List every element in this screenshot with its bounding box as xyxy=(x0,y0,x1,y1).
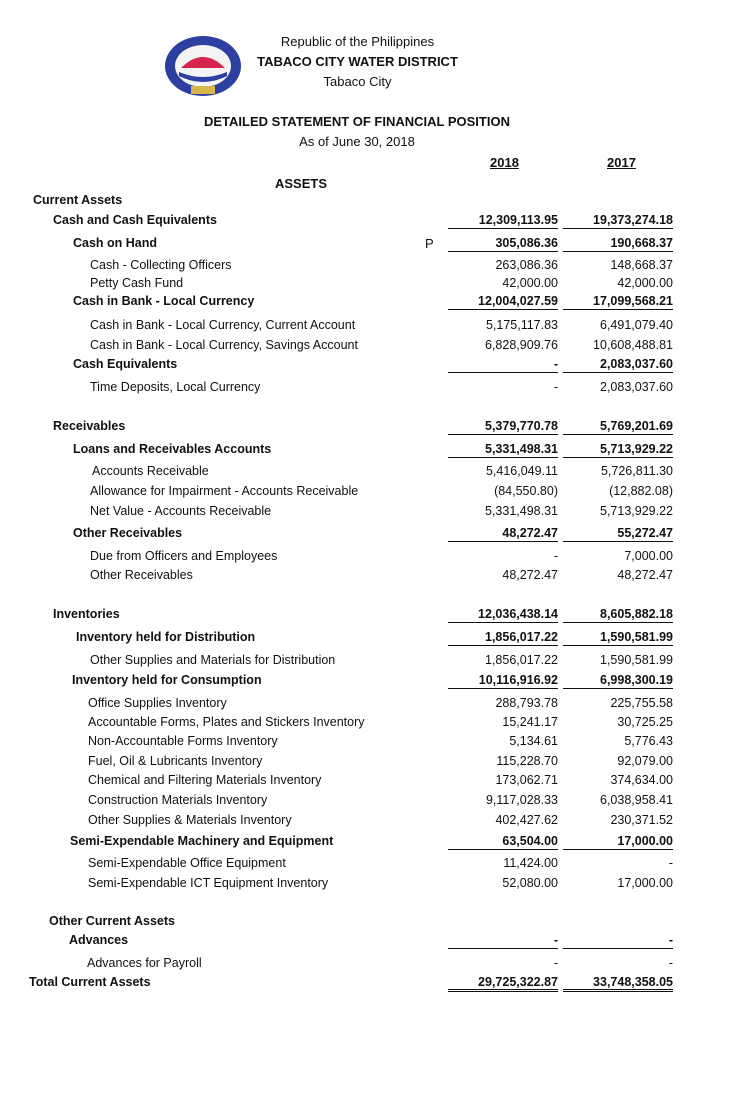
value-2017: 5,776.43 xyxy=(624,734,673,748)
value-2017: 48,272.47 xyxy=(617,568,673,582)
column-header-2017: 2017 xyxy=(607,155,636,170)
statement-row xyxy=(0,294,756,312)
row-label: Semi-Expendable ICT Equipment Inventory xyxy=(88,876,329,890)
row-label: Inventory held for Consumption xyxy=(72,673,262,687)
statement-row xyxy=(0,734,756,752)
statement-row xyxy=(0,504,756,522)
statement-row xyxy=(0,975,756,993)
row-label: Other Receivables xyxy=(90,568,193,582)
value-2018: 12,309,113.95 xyxy=(448,213,558,229)
value-2017: 148,668.37 xyxy=(610,258,673,272)
value-2018: 115,228.70 xyxy=(496,754,558,768)
row-label: Semi-Expendable Machinery and Equipment xyxy=(70,834,334,848)
statement-row xyxy=(0,258,756,276)
value-2018: 5,379,770.78 xyxy=(448,419,558,435)
value-2017: 6,491,079.40 xyxy=(600,318,673,332)
value-2017: 33,748,358.05 xyxy=(563,975,673,992)
statement-row xyxy=(0,813,756,831)
header-district-name: TABACO CITY WATER DISTRICT xyxy=(257,54,458,69)
value-2017: 17,000.00 xyxy=(617,876,673,890)
value-2018: 48,272.47 xyxy=(502,568,558,582)
statement-row xyxy=(0,956,756,974)
value-2018: - xyxy=(553,549,558,563)
value-2017: 5,726,811.30 xyxy=(600,464,673,478)
value-2017: 2,083,037.60 xyxy=(563,357,673,373)
value-2017: 30,725.25 xyxy=(617,715,673,729)
row-label: Time Deposits, Local Currency xyxy=(90,380,261,394)
statement-row xyxy=(0,464,756,482)
statement-row xyxy=(0,380,756,398)
value-2017: 230,371.52 xyxy=(610,813,673,827)
row-label: Advances xyxy=(69,933,129,947)
value-2018: - xyxy=(553,956,558,970)
value-2018: 12,036,438.14 xyxy=(448,607,558,623)
value-2017: 8,605,882.18 xyxy=(563,607,673,623)
row-label: Inventories xyxy=(53,607,120,621)
value-2017: 17,099,568.21 xyxy=(563,294,673,310)
value-2017: (12,882.08) xyxy=(609,484,673,498)
row-label: Cash Equivalents xyxy=(73,357,178,371)
value-2018: 15,241.17 xyxy=(502,715,558,729)
row-label: Cash in Bank - Local Currency, Current Account xyxy=(90,318,356,332)
value-2018: 1,856,017.22 xyxy=(448,630,558,646)
value-2017: 55,272.47 xyxy=(563,526,673,542)
value-2017: 190,668.37 xyxy=(563,236,673,252)
value-2018: - xyxy=(553,380,558,394)
value-2017: 6,998,300.19 xyxy=(563,673,673,689)
row-label: Other Supplies and Materials for Distribution xyxy=(90,653,336,667)
value-2017: 5,769,201.69 xyxy=(563,419,673,435)
row-label: Due from Officers and Employees xyxy=(90,549,278,563)
section-heading-assets: ASSETS xyxy=(275,176,328,191)
value-2017: 2,083,037.60 xyxy=(600,380,673,394)
value-2018: 12,004,027.59 xyxy=(448,294,558,310)
value-2018: 173,062.71 xyxy=(495,773,558,787)
value-2018: 48,272.47 xyxy=(448,526,558,542)
statement-row xyxy=(0,607,756,625)
row-label: Fuel, Oil & Lubricants Inventory xyxy=(88,754,263,768)
row-label: Other Current Assets xyxy=(49,914,175,928)
statement-row xyxy=(0,193,756,211)
currency-mark: P xyxy=(425,236,434,251)
row-label: Other Supplies & Materials Inventory xyxy=(88,813,292,827)
row-label: Loans and Receivables Accounts xyxy=(73,442,272,456)
value-2017: 42,000.00 xyxy=(617,276,673,290)
row-label: Accounts Receivable xyxy=(92,464,209,478)
value-2018: 5,175,117.83 xyxy=(485,318,558,332)
value-2018: 263,086.36 xyxy=(495,258,558,272)
statement-row xyxy=(0,338,756,356)
statement-row xyxy=(0,549,756,567)
value-2018: 52,080.00 xyxy=(502,876,558,890)
row-label: Allowance for Impairment - Accounts Receivable xyxy=(90,484,359,498)
statement-row xyxy=(0,276,756,294)
statement-row xyxy=(0,236,756,254)
value-2017: 5,713,929.22 xyxy=(563,442,673,458)
statement-row xyxy=(0,653,756,671)
row-label: Petty Cash Fund xyxy=(90,276,184,290)
row-label: Cash on Hand xyxy=(73,236,158,250)
value-2017: 17,000.00 xyxy=(563,834,673,850)
value-2017: 7,000.00 xyxy=(624,549,673,563)
value-2018: 10,116,916.92 xyxy=(448,673,558,689)
value-2018: 63,504.00 xyxy=(448,834,558,850)
value-2018: (84,550.80) xyxy=(494,484,558,498)
value-2017: 19,373,274.18 xyxy=(563,213,673,229)
statement-row xyxy=(0,484,756,502)
row-label: Cash - Collecting Officers xyxy=(90,258,232,272)
value-2017: 374,634.00 xyxy=(610,773,673,787)
value-2018: 29,725,322.87 xyxy=(448,975,558,992)
statement-row xyxy=(0,914,756,932)
statement-row xyxy=(0,419,756,437)
value-2018: 402,427.62 xyxy=(495,813,558,827)
row-label: Net Value - Accounts Receivable xyxy=(90,504,272,518)
statement-row xyxy=(0,834,756,852)
statement-row xyxy=(0,630,756,648)
value-2018: 5,416,049.11 xyxy=(485,464,558,478)
row-label: Other Receivables xyxy=(73,526,183,540)
statement-row xyxy=(0,213,756,231)
statement-row xyxy=(0,526,756,544)
row-label: Cash and Cash Equivalents xyxy=(53,213,217,227)
value-2017: - xyxy=(668,956,673,970)
statement-row xyxy=(0,696,756,714)
row-label: Construction Materials Inventory xyxy=(88,793,268,807)
row-label: Receivables xyxy=(53,419,126,433)
value-2018: 5,331,498.31 xyxy=(485,504,558,518)
row-label: Total Current Assets xyxy=(29,975,151,989)
value-2018: - xyxy=(448,357,558,373)
value-2018: 42,000.00 xyxy=(502,276,558,290)
value-2018: 288,793.78 xyxy=(495,696,558,710)
row-label: Semi-Expendable Office Equipment xyxy=(88,856,286,870)
row-label: Accountable Forms, Plates and Stickers Inventory xyxy=(88,715,365,729)
value-2017: - xyxy=(668,856,673,870)
header-republic: Republic of the Philippines xyxy=(280,34,435,49)
value-2018: 305,086.36 xyxy=(448,236,558,252)
row-label: Cash in Bank - Local Currency xyxy=(73,294,255,308)
statement-row xyxy=(0,793,756,811)
statement-row xyxy=(0,357,756,375)
value-2018: 11,424.00 xyxy=(503,856,558,870)
value-2018: 6,828,909.76 xyxy=(485,338,558,352)
value-2017: 225,755.58 xyxy=(610,696,673,710)
row-label: Office Supplies Inventory xyxy=(88,696,227,710)
statement-row xyxy=(0,568,756,586)
statement-title: DETAILED STATEMENT OF FINANCIAL POSITION xyxy=(204,114,510,129)
statement-row xyxy=(0,933,756,951)
value-2018: 1,856,017.22 xyxy=(485,653,558,667)
statement-row xyxy=(0,442,756,460)
value-2018: - xyxy=(448,933,558,949)
value-2018: 5,134.61 xyxy=(509,734,558,748)
row-label: Inventory held for Distribution xyxy=(76,630,256,644)
statement-row xyxy=(0,754,756,772)
value-2018: 9,117,028.33 xyxy=(485,793,558,807)
row-label: Chemical and Filtering Materials Inventory xyxy=(88,773,322,787)
statement-row xyxy=(0,876,756,894)
header-city: Tabaco City xyxy=(323,74,392,89)
value-2017: 1,590,581.99 xyxy=(600,653,673,667)
column-header-2018: 2018 xyxy=(490,155,519,170)
row-label: Non-Accountable Forms Inventory xyxy=(88,734,278,748)
statement-date: As of June 30, 2018 xyxy=(299,134,415,149)
value-2017: 5,713,929.22 xyxy=(600,504,673,518)
value-2017: 10,608,488.81 xyxy=(593,338,673,352)
value-2017: 6,038,958.41 xyxy=(600,793,673,807)
statement-row xyxy=(0,773,756,791)
row-label: Advances for Payroll xyxy=(87,956,202,970)
value-2017: 1,590,581.99 xyxy=(563,630,673,646)
statement-row xyxy=(0,673,756,691)
statement-row xyxy=(0,715,756,733)
row-label: Cash in Bank - Local Currency, Savings Account xyxy=(90,338,358,352)
value-2017: - xyxy=(563,933,673,949)
statement-row xyxy=(0,318,756,336)
statement-row xyxy=(0,856,756,874)
value-2017: 92,079.00 xyxy=(617,754,673,768)
row-label: Current Assets xyxy=(33,193,123,207)
value-2018: 5,331,498.31 xyxy=(448,442,558,458)
